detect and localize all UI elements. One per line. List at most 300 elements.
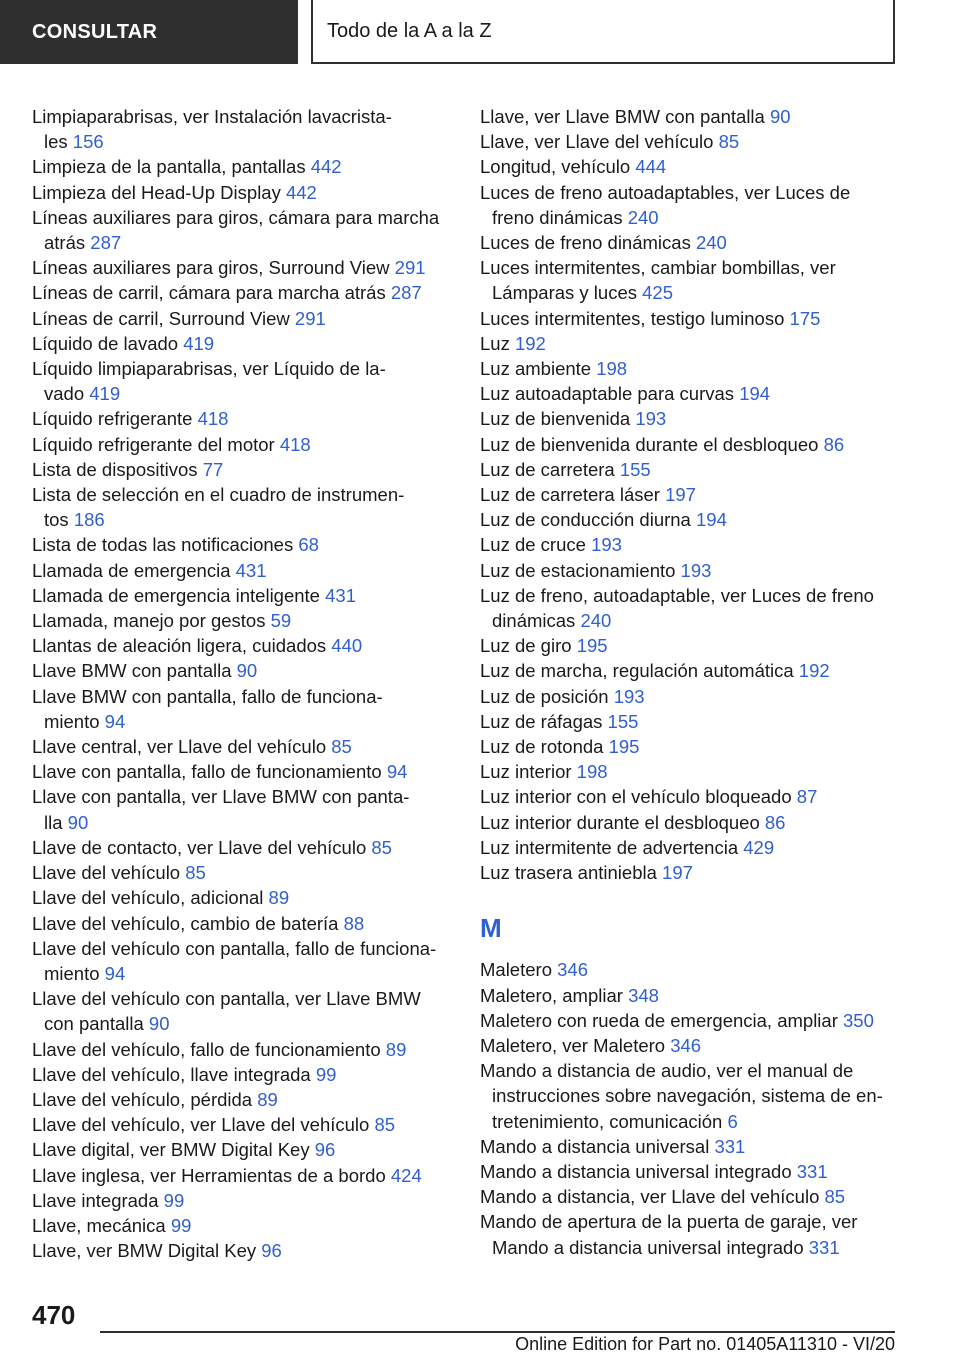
index-entry [480,306,900,331]
index-entry [480,957,900,982]
entry-term [32,1163,452,1188]
entry-term-continued [32,1011,452,1036]
index-entry [32,255,452,280]
index-entry [480,129,900,154]
index-entry [32,1137,452,1162]
entry-term [480,180,900,205]
page-link[interactable]: 89 [385,1038,407,1060]
entry-term [480,835,900,860]
entry-text: Mando a distancia universal [480,1135,710,1157]
page-link[interactable]: 240 [695,232,727,254]
entry-term [32,658,452,683]
entry-text: Llamada de emergencia inteligente [32,584,320,606]
index-entry [480,633,900,658]
entry-term [480,532,900,557]
entry-term [32,1062,452,1087]
page-link[interactable]: 291 [394,257,426,279]
page-link[interactable]: 155 [619,458,651,480]
entry-text: Limpiaparabrisas, ver Instalación lavacrista- [32,106,392,127]
index-entry [480,983,900,1008]
page-link[interactable]: 77 [202,458,224,480]
entry-term [480,583,900,608]
index-entry [32,1163,452,1188]
page-link[interactable]: 193 [591,534,622,556]
entry-text: Luz autoadaptable para curvas [480,383,735,405]
entry-term [32,104,452,129]
index-entry [480,583,900,633]
entry-term [32,784,452,809]
entry-text: Líneas de carril, Surround View [32,307,290,329]
entry-text: lla [44,811,63,833]
entry-text: Llamada de emergencia [32,559,231,581]
page-link[interactable]: 194 [739,383,771,405]
entry-text: Luz interior con el vehículo bloqueado [480,786,792,808]
index-entry [32,306,452,331]
index-entry [32,558,452,583]
entry-text: Luz de carretera láser [480,484,660,506]
page-link[interactable]: 193 [613,685,645,707]
entry-text: Llave integrada [32,1189,159,1211]
page-link[interactable]: 90 [67,811,89,833]
page-link[interactable]: 86 [823,433,845,455]
page-link[interactable]: 350 [843,1009,874,1031]
entry-term [480,306,900,331]
section-letter-m: M [480,913,502,944]
entry-text: Llave del vehículo, ver Llave del vehículo [32,1114,370,1136]
entry-text: Longitud, vehículo [480,156,631,178]
page-link[interactable]: 90 [236,660,258,682]
index-entry [32,1112,452,1137]
entry-term-continued [32,129,452,154]
entry-term [32,759,452,784]
page-link[interactable]: 193 [635,408,667,430]
page-link[interactable]: 99 [170,1214,192,1236]
page-link[interactable]: 85 [185,862,206,884]
entry-term-continued [480,280,900,305]
entry-text: Limpieza de la pantalla, pantallas [32,156,306,178]
entry-text: tretenimiento, comunicación [492,1110,723,1132]
entry-term [32,684,452,709]
page-link[interactable]: 156 [72,131,104,153]
index-entry [32,759,452,784]
page-link[interactable]: 155 [607,710,639,732]
page-link[interactable]: 90 [769,106,791,127]
page-link[interactable]: 85 [824,1186,846,1208]
index-entry [480,684,900,709]
entry-text: freno dinámicas [492,206,623,228]
page-link[interactable]: 192 [514,332,546,354]
entry-text: Maletero [480,959,552,981]
page-link[interactable]: 425 [642,282,673,304]
page-link[interactable]: 59 [270,610,292,632]
index-entry [32,356,452,406]
index-entry [480,1209,900,1259]
entry-text: dinámicas [492,610,576,632]
entry-term [480,734,900,759]
page-link[interactable]: 85 [331,736,352,758]
entry-term-continued [32,381,452,406]
entry-text: Luz de giro [480,635,572,657]
page-link[interactable]: 346 [557,959,588,981]
page-link[interactable]: 429 [743,836,775,858]
index-entry [32,532,452,557]
entry-term [32,633,452,658]
page-link[interactable]: 96 [261,1240,282,1262]
entry-term [480,230,900,255]
entry-term [480,810,900,835]
index-entry [32,936,452,986]
entry-text: atrás [44,232,86,254]
index-entry [32,1188,452,1213]
page-link[interactable]: 197 [665,484,696,506]
index-entry [32,1213,452,1238]
entry-text: Llave con pantalla, ver Llave BMW con panta- [32,786,410,808]
page-link[interactable]: 240 [580,610,612,632]
index-entry [480,1184,900,1209]
entry-text: Luz trasera antiniebla [480,862,657,884]
entry-term-continued [480,608,900,633]
index-entry [32,583,452,608]
entry-term [480,1058,900,1083]
entry-text: Mando a distancia universal integrado [480,1160,792,1182]
page-link[interactable]: 68 [298,534,319,556]
page-link[interactable]: 240 [627,206,659,228]
page-link[interactable]: 291 [294,307,326,329]
index-entry [480,835,900,860]
page-link[interactable]: 331 [808,1236,840,1258]
entry-term [32,1137,452,1162]
entry-term [480,356,900,381]
entry-text: Luz de freno, autoadaptable, ver Luces de freno [480,584,874,606]
entry-term [32,432,452,457]
entry-text: Maletero con rueda de emergencia, ampliar [480,1009,838,1031]
page-link[interactable]: 444 [635,156,667,178]
entry-text: Llave, ver Llave del vehículo [480,131,714,153]
page-link[interactable]: 175 [789,307,821,329]
entry-term [480,154,900,179]
entry-term-continued [32,507,452,532]
page-link[interactable]: 419 [89,383,121,405]
entry-term [32,406,452,431]
index-entry [480,356,900,381]
page-link[interactable]: 193 [680,559,712,581]
entry-text: Luces de freno autoadaptables, ver Luces de [480,181,851,203]
entry-term [32,154,452,179]
index-entry [32,734,452,759]
entry-term [480,331,900,356]
section-tab: CONSULTAR [0,0,298,64]
entry-text: Luz de bienvenida durante el desbloqueo [480,433,819,455]
page-link[interactable]: 431 [325,584,356,606]
index-entry [480,381,900,406]
entry-text: Llave, mecánica [32,1214,166,1236]
entry-term-continued [32,709,452,734]
entry-term [480,1008,900,1033]
entry-term [32,911,452,936]
entry-term [480,1184,900,1209]
index-column-right [480,104,900,1260]
entry-term [480,784,900,809]
entry-term-continued [480,1109,900,1134]
index-entry [32,911,452,936]
page-link[interactable]: 192 [798,660,830,682]
page-link[interactable]: 431 [235,559,267,581]
index-entry [32,1087,452,1112]
entry-term [32,558,452,583]
page-link[interactable]: 87 [796,786,818,808]
entry-term [32,608,452,633]
entry-text: Líneas auxiliares para giros, Surround View [32,257,390,279]
page-link[interactable]: 287 [390,282,422,304]
entry-term [480,381,900,406]
entry-term [480,457,900,482]
entry-term-continued [480,205,900,230]
index-entry [480,432,900,457]
entry-term [480,658,900,683]
entry-term [32,1112,452,1137]
entry-text: Luz [480,332,510,354]
page-link[interactable]: 198 [596,358,628,380]
index-entry [32,784,452,834]
entry-term [32,280,452,305]
entry-text: Luz de estacionamiento [480,559,676,581]
index-entry [480,457,900,482]
entry-term [32,180,452,205]
page-link[interactable]: 418 [279,433,311,455]
index-entry [480,658,900,683]
entry-text: Llave BMW con pantalla, fallo de funciona- [32,685,383,707]
entry-term [480,957,900,982]
entry-text: Luz de bienvenida [480,408,631,430]
entry-text: Llave, ver Llave BMW con pantalla [480,106,765,127]
entry-term [480,759,900,784]
entry-term [480,1134,900,1159]
entry-term-continued [32,810,452,835]
page-link[interactable]: 424 [390,1164,422,1186]
entry-text: instrucciones sobre navegación, sistema de en- [492,1085,883,1107]
entry-text: Lista de dispositivos [32,458,198,480]
page-link[interactable]: 85 [374,1114,396,1136]
entry-text: Llave del vehículo, adicional [32,887,264,909]
entry-text: Líneas auxiliares para giros, cámara para marcha [32,206,440,228]
page-link[interactable]: 418 [197,408,229,430]
entry-text: Líquido limpiaparabrisas, ver Líquido de la- [32,358,386,380]
entry-term [32,532,452,557]
index-entry [32,482,452,532]
entry-term [480,482,900,507]
page-link[interactable]: 186 [73,509,105,531]
entry-text: Mando a distancia de audio, ver el manual de [480,1060,854,1082]
entry-text: Maletero, ampliar [480,984,623,1006]
page-link[interactable]: 90 [148,1013,170,1035]
page-link[interactable]: 195 [576,635,608,657]
entry-text: Luz de cruce [480,534,586,556]
entry-term [32,1238,452,1263]
entry-text: Maletero, ver Maletero [480,1034,666,1056]
page-link[interactable]: 99 [315,1063,337,1085]
page-link[interactable]: 88 [343,912,365,934]
entry-term [32,482,452,507]
page-link[interactable]: 89 [268,887,290,909]
entry-term [32,1087,452,1112]
entry-text: Limpieza del Head-Up Display [32,181,281,203]
entry-term-continued [480,1235,900,1260]
index-entry [32,406,452,431]
page-link[interactable]: 94 [104,962,126,984]
entry-term [480,1209,900,1234]
entry-text: Lista de todas las notificaciones [32,534,294,556]
entry-text: Líneas de carril, cámara para marcha atrás [32,282,386,304]
entry-text: Luz ambiente [480,358,592,380]
entry-text: Llave del vehículo, pérdida [32,1088,253,1110]
entry-term-continued [32,961,452,986]
page-link[interactable]: 86 [764,811,786,833]
entry-text: Mando a distancia, ver Llave del vehículo [480,1186,820,1208]
index-entry [32,1037,452,1062]
page-link[interactable]: 195 [608,736,640,758]
entry-text: tos [44,509,69,531]
entry-text: con pantalla [44,1013,144,1035]
page-link[interactable]: 419 [183,332,215,354]
index-entry [480,1159,900,1184]
entry-text: vado [44,383,85,405]
entry-text: Luz intermitente de advertencia [480,836,739,858]
index-entry [32,986,452,1036]
entry-text: Llave inglesa, ver Herramientas de a bordo [32,1164,386,1186]
entry-term [480,983,900,1008]
page-link[interactable]: 331 [796,1160,828,1182]
index-entry [32,457,452,482]
entry-text: Luces de freno dinámicas [480,232,691,254]
entry-term-continued [480,1083,900,1108]
entry-term [32,356,452,381]
index-entry [480,482,900,507]
entry-term [480,684,900,709]
index-entry [480,1008,900,1033]
entry-text: Luces intermitentes, cambiar bombillas, ver [480,257,836,279]
entry-term [480,709,900,734]
page-number: 470 [32,1300,76,1330]
index-entry [480,860,900,885]
entry-term [32,936,452,961]
index-entry [32,154,452,179]
footer-rule [100,1331,895,1333]
index-entry [480,255,900,305]
entry-text: Luces intermitentes, testigo luminoso [480,307,785,329]
page-link[interactable]: 89 [257,1088,278,1110]
page-link[interactable]: 442 [310,156,342,178]
entry-term [32,306,452,331]
index-entry [480,810,900,835]
entry-term [32,835,452,860]
entry-text: les [44,131,68,153]
entry-text: Luz interior [480,761,572,783]
page-link[interactable]: 331 [714,1135,746,1157]
index-entry [480,1033,900,1058]
page-link[interactable]: 348 [628,984,659,1006]
index-entry [32,860,452,885]
page-link[interactable]: 96 [314,1139,336,1161]
entry-text: Llave del vehículo con pantalla, fallo de funciona- [32,937,437,959]
index-entry [32,835,452,860]
index-entry [480,331,900,356]
page-link[interactable]: 194 [696,509,727,531]
page-link[interactable]: 94 [386,761,408,783]
index-entry [480,406,900,431]
entry-term [480,860,900,885]
entry-text: Luz de ráfagas [480,710,603,732]
index-entry [480,1058,900,1134]
index-entry [32,280,452,305]
index-entry [32,608,452,633]
entry-term [480,406,900,431]
entry-text: Llave central, ver Llave del vehículo [32,736,327,758]
page-link[interactable]: 99 [163,1189,185,1211]
page-link[interactable]: 6 [727,1110,738,1132]
page-link[interactable]: 85 [371,836,392,858]
entry-text: Mando a distancia universal integrado [492,1236,804,1258]
page-link[interactable]: 287 [90,232,122,254]
entry-term [32,885,452,910]
entry-text: Mando de apertura de la puerta de garaje, ver [480,1211,858,1233]
entry-term [32,860,452,885]
entry-term [32,1188,452,1213]
entry-text: Lista de selección en el cuadro de instrumen- [32,484,405,506]
entry-term [480,633,900,658]
entry-text: Llave, ver BMW Digital Key [32,1240,257,1262]
entry-text: Líquido refrigerante del motor [32,433,275,455]
page-link[interactable]: 440 [331,635,363,657]
entry-term [480,129,900,154]
entry-term [32,205,452,230]
entry-text: Llave con pantalla, fallo de funcionamiento [32,761,382,783]
footer-edition-text: Online Edition for Part no. 01405A11310 - VI/20 [515,1334,895,1354]
entry-text: Luz de marcha, regulación automática [480,660,794,682]
index-entry [32,104,452,154]
index-entry [480,734,900,759]
index-entry [480,104,900,129]
entry-term [480,507,900,532]
index-entry [480,154,900,179]
page-link[interactable]: 442 [285,181,317,203]
index-entry [480,759,900,784]
entry-text: Llave del vehículo, llave integrada [32,1063,311,1085]
index-entry [480,784,900,809]
index-entry [32,331,452,356]
entry-term [480,1159,900,1184]
entry-text: Lámparas y luces [492,282,637,304]
page-link[interactable]: 346 [670,1034,702,1056]
entry-term [480,255,900,280]
entry-term [32,457,452,482]
entry-text: Luz de conducción diurna [480,509,691,531]
index-entry [32,885,452,910]
index-entry [32,658,452,683]
entry-text: Líquido de lavado [32,332,179,354]
entry-text: Llave del vehículo [32,862,181,884]
page-link[interactable]: 197 [662,862,693,884]
entry-term [480,558,900,583]
page-link[interactable]: 94 [104,710,126,732]
index-entry [32,684,452,734]
index-entry [480,709,900,734]
entry-text: Luz interior durante el desbloqueo [480,811,760,833]
entry-term [480,432,900,457]
index-entry [32,205,452,255]
page-link[interactable]: 85 [718,131,740,153]
entry-text: Llave BMW con pantalla [32,660,232,682]
page-link[interactable]: 198 [576,761,608,783]
